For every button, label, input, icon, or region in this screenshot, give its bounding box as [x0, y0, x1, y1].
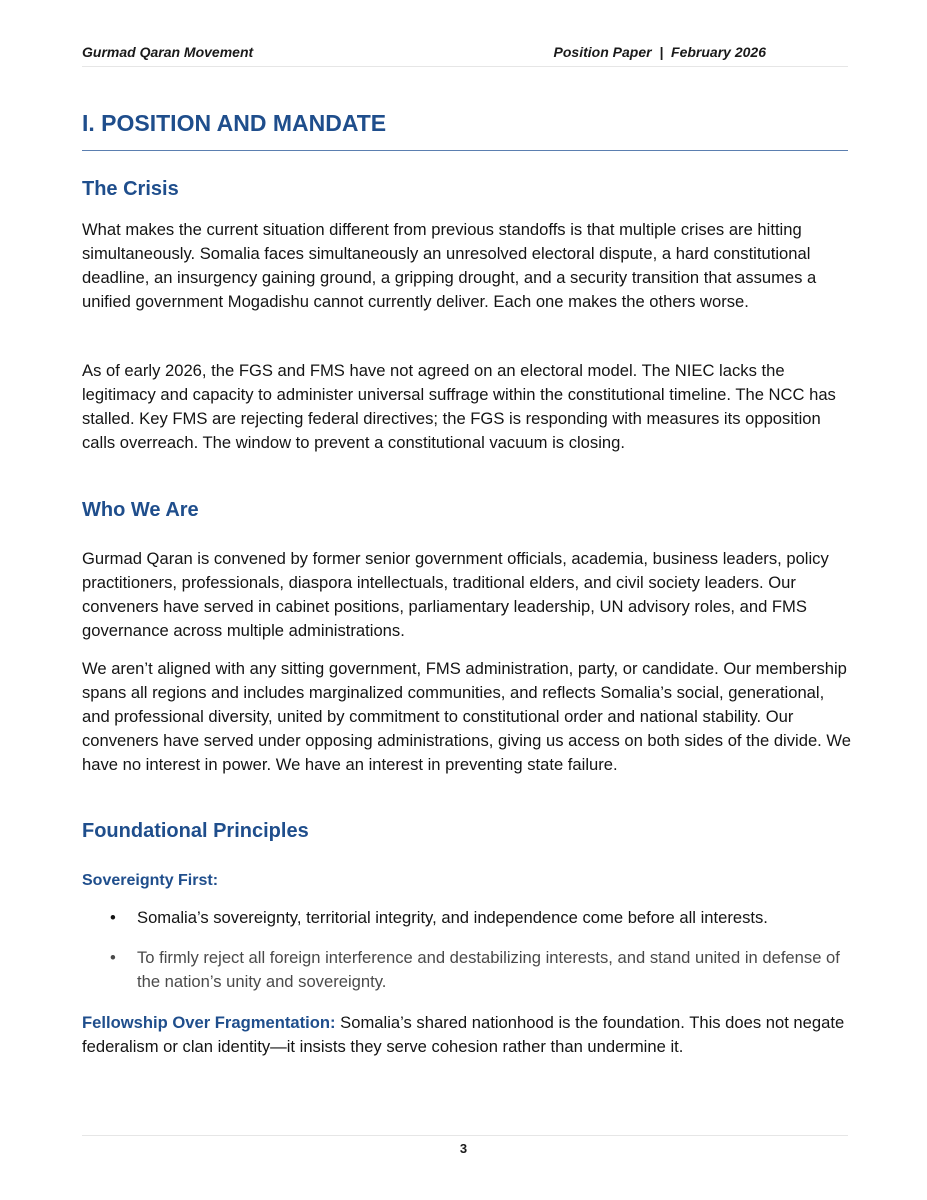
- fellowship-lead: Fellowship Over Fragmentation:: [82, 1013, 336, 1032]
- section-title-divider: [82, 150, 848, 151]
- header-org-name: Gurmad Qaran Movement: [82, 44, 254, 60]
- who-we-are-paragraph-2: We aren’t aligned with any sitting government, FMS administration, party, or candidate. Our membership spans all regions and includes marginalized communities, and reflects Somalia’s social, generational, and professional diversity, united by commitment to constitutional order and national stability. Our conveners have served under opposing administrations, giving us access on both sides of the divide. We have no interest in power. We have an interest in preventing state failure.: [82, 659, 851, 775]
- principles-heading: Foundational Principles: [82, 820, 309, 842]
- bullet-marker: •: [110, 908, 116, 927]
- sovereignty-heading: Sovereignty First:: [82, 872, 219, 889]
- crisis-paragraph-2: As of early 2026, the FGS and FMS have not agreed on an electoral model. The NIEC lacks the legitimacy and capacity to administer universal suffrage within the constitutional timeline. The NCC has stalled. Key FMS are rejecting federal directives; the FGS is responding with measures its opposition calls overreach. The window to prevent a constitutional vacuum is closing.: [82, 361, 836, 453]
- section-title: I. POSITION AND MANDATE: [82, 110, 387, 136]
- header-doc-info: Position Paper | February 2026: [553, 44, 766, 60]
- footer-divider: [82, 1135, 848, 1136]
- fellowship-paragraph: [82, 1011, 852, 1059]
- bullet-text: Somalia’s sovereignty, territorial integrity, and independence come before all interests.: [137, 908, 768, 927]
- fellowship-text: Somalia’s shared nationhood is the foundation. This does not negate federalism or clan identity—it insists they serve cohesion rather than undermine it.: [82, 1013, 845, 1057]
- who-we-are-paragraph-1: Gurmad Qaran is convened by former senior government officials, academia, business leaders, policy practitioners, professionals, diaspora intellectuals, traditional elders, and civil society leaders. Our conveners have served in cabinet positions, parliamentary leadership, UN advisory roles, and FMS governance across multiple administrations.: [82, 549, 829, 641]
- bullet-marker: •: [110, 948, 116, 967]
- who-we-are-heading: Who We Are: [82, 499, 199, 521]
- page-header: [82, 44, 848, 68]
- crisis-paragraph-1: What makes the current situation different from previous standoffs is that multiple crises are hitting simultaneously. Somalia faces simultaneously an unresolved electoral dispute, a hard constitutional deadline, an insurgency gaining ground, a gripping drought, and a security transition that assumes a unified government Mogadishu cannot currently deliver. Each one makes the others worse.: [82, 220, 817, 312]
- crisis-heading: The Crisis: [82, 178, 179, 200]
- header-divider: [82, 66, 848, 67]
- page-number: 3: [459, 1141, 468, 1156]
- bullet-text: To firmly reject all foreign interference and destabilizing interests, and stand united in defense of the nation’s unity and sovereignty.: [137, 948, 840, 991]
